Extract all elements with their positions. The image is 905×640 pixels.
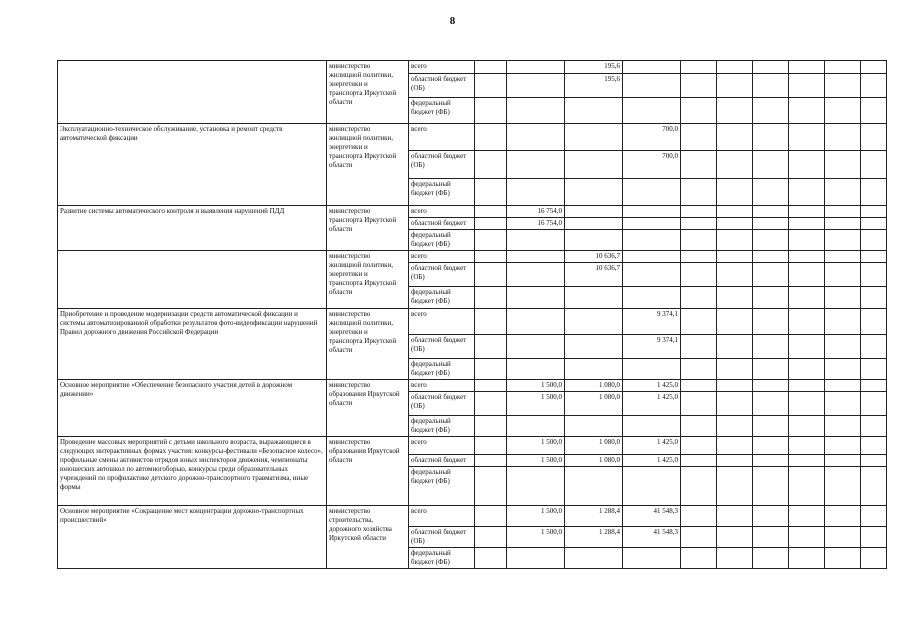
value-cell — [565, 416, 623, 437]
value-cell — [789, 455, 825, 467]
value-cell — [565, 548, 623, 569]
source-cell: областной бюджет (ОБ) — [409, 74, 475, 98]
value-cell: 700,0 — [623, 151, 681, 179]
value-cell — [789, 61, 825, 74]
value-cell — [475, 506, 507, 527]
value-cell — [861, 548, 887, 569]
value-cell — [623, 467, 681, 506]
value-cell — [507, 359, 565, 380]
value-cell — [507, 179, 565, 206]
value-cell — [681, 206, 717, 218]
value-cell: 195,6 — [565, 74, 623, 98]
value-cell: 9 374,1 — [623, 309, 681, 335]
value-cell — [475, 467, 507, 506]
value-cell — [623, 287, 681, 309]
value-cell: 1 080,0 — [565, 437, 623, 455]
value-cell — [825, 392, 861, 416]
event-cell: Развитие системы автоматического контроля и выявления нарушений ПДД — [58, 206, 327, 251]
event-cell — [58, 61, 327, 124]
event-cell — [58, 251, 327, 309]
value-cell — [623, 61, 681, 74]
value-cell — [565, 151, 623, 179]
value-cell — [717, 263, 753, 287]
value-cell — [861, 263, 887, 287]
source-cell: федеральный бюджет (ФБ) — [409, 98, 475, 124]
value-cell — [825, 206, 861, 218]
value-cell — [789, 263, 825, 287]
event-cell: Эксплуатационно-техническое обслуживание, установка и ремонт средств автоматической фиксации — [58, 124, 327, 206]
value-cell — [789, 74, 825, 98]
value-cell — [717, 98, 753, 124]
value-cell — [753, 380, 789, 392]
value-cell — [825, 455, 861, 467]
executor-cell: министерство жилищной политики, энергетики и транспорта Иркутской области — [327, 251, 409, 309]
value-cell — [475, 455, 507, 467]
value-cell — [475, 359, 507, 380]
value-cell — [623, 179, 681, 206]
value-cell — [717, 455, 753, 467]
value-cell — [681, 98, 717, 124]
value-cell — [475, 74, 507, 98]
value-cell — [825, 359, 861, 380]
value-cell — [717, 287, 753, 309]
source-cell: федеральный бюджет (ФБ) — [409, 287, 475, 309]
value-cell — [681, 179, 717, 206]
value-cell — [753, 437, 789, 455]
value-cell — [475, 309, 507, 335]
value-cell — [861, 467, 887, 506]
value-cell — [825, 98, 861, 124]
value-cell — [717, 151, 753, 179]
source-cell: областной бюджет (ОБ) — [409, 392, 475, 416]
value-cell — [789, 506, 825, 527]
executor-cell: министерство жилищной политики, энергетики и транспорта Иркутской области — [327, 309, 409, 380]
value-cell — [507, 263, 565, 287]
table-row — [58, 380, 887, 392]
value-cell — [861, 74, 887, 98]
executor-cell: министерство образования Иркутской области — [327, 437, 409, 506]
value-cell: 1 080,0 — [565, 392, 623, 416]
value-cell — [789, 548, 825, 569]
value-cell — [753, 74, 789, 98]
value-cell — [861, 179, 887, 206]
value-cell — [475, 548, 507, 569]
value-cell — [475, 230, 507, 251]
value-cell — [717, 467, 753, 506]
event-cell: Проведение массовых мероприятий с детьми школьного возраста, выражающиеся в следующих интерактивных формах участия: конкурсы-фестивали «Безопасное колесо», профильные смены активистов отрядов юных инспекторов движения, чемпионаты юношеских автошкол по автомногоборью, конкурсы среди образовательных учреждений по профилактике детского дорожно-транспортного травматизма, иные формы — [58, 437, 327, 506]
value-cell — [681, 548, 717, 569]
value-cell — [789, 527, 825, 548]
source-cell: областной бюджет — [409, 218, 475, 230]
value-cell — [475, 392, 507, 416]
source-cell: всего — [409, 309, 475, 335]
value-cell — [789, 206, 825, 218]
table-row — [58, 61, 887, 74]
value-cell — [825, 467, 861, 506]
value-cell — [825, 437, 861, 455]
value-cell — [861, 251, 887, 263]
value-cell — [507, 309, 565, 335]
source-cell: всего — [409, 506, 475, 527]
value-cell — [623, 218, 681, 230]
source-cell: федеральный бюджет (ФБ) — [409, 416, 475, 437]
value-cell — [861, 124, 887, 151]
value-cell — [861, 151, 887, 179]
value-cell — [789, 151, 825, 179]
value-cell: 195,6 — [565, 61, 623, 74]
value-cell — [565, 309, 623, 335]
value-cell — [623, 74, 681, 98]
value-cell — [825, 506, 861, 527]
value-cell — [861, 309, 887, 335]
value-cell — [475, 151, 507, 179]
value-cell — [789, 335, 825, 359]
value-cell — [789, 437, 825, 455]
value-cell — [565, 287, 623, 309]
value-cell: 1 425,0 — [623, 437, 681, 455]
value-cell — [507, 335, 565, 359]
value-cell — [475, 218, 507, 230]
value-cell — [753, 287, 789, 309]
value-cell — [507, 416, 565, 437]
value-cell: 10 636,7 — [565, 263, 623, 287]
value-cell — [475, 335, 507, 359]
value-cell — [681, 151, 717, 179]
value-cell — [789, 467, 825, 506]
value-cell — [623, 548, 681, 569]
value-cell — [475, 98, 507, 124]
value-cell — [753, 455, 789, 467]
value-cell — [623, 416, 681, 437]
value-cell — [717, 380, 753, 392]
value-cell — [753, 467, 789, 506]
value-cell — [565, 467, 623, 506]
source-cell: областной бюджет (ОБ) — [409, 527, 475, 548]
value-cell — [623, 98, 681, 124]
value-cell — [717, 548, 753, 569]
value-cell: 1 500,0 — [507, 527, 565, 548]
value-cell — [789, 218, 825, 230]
value-cell: 1 500,0 — [507, 392, 565, 416]
value-cell — [789, 230, 825, 251]
value-cell — [717, 437, 753, 455]
value-cell — [507, 251, 565, 263]
source-cell: областной бюджет (ОБ) — [409, 335, 475, 359]
value-cell — [717, 392, 753, 416]
table-row — [58, 506, 887, 527]
value-cell — [681, 335, 717, 359]
value-cell — [717, 335, 753, 359]
value-cell: 1 425,0 — [623, 392, 681, 416]
value-cell — [753, 251, 789, 263]
value-cell: 1 080,0 — [565, 380, 623, 392]
value-cell — [681, 230, 717, 251]
value-cell — [861, 437, 887, 455]
value-cell — [753, 335, 789, 359]
value-cell — [861, 206, 887, 218]
value-cell: 1 425,0 — [623, 455, 681, 467]
value-cell — [861, 287, 887, 309]
value-cell — [753, 527, 789, 548]
value-cell: 1 500,0 — [507, 455, 565, 467]
value-cell — [565, 124, 623, 151]
value-cell — [565, 218, 623, 230]
value-cell — [825, 251, 861, 263]
source-cell: всего — [409, 380, 475, 392]
value-cell — [681, 287, 717, 309]
value-cell — [623, 263, 681, 287]
value-cell — [789, 392, 825, 416]
value-cell: 41 548,3 — [623, 527, 681, 548]
value-cell — [789, 287, 825, 309]
value-cell — [825, 416, 861, 437]
value-cell — [717, 61, 753, 74]
source-cell: всего — [409, 61, 475, 74]
value-cell — [753, 416, 789, 437]
value-cell — [753, 206, 789, 218]
value-cell — [789, 309, 825, 335]
source-cell: федеральный бюджет (ФБ) — [409, 179, 475, 206]
value-cell — [861, 527, 887, 548]
value-cell — [861, 359, 887, 380]
value-cell — [753, 98, 789, 124]
value-cell — [565, 230, 623, 251]
source-cell: областной бюджет (ОБ) — [409, 263, 475, 287]
value-cell: 1 288,4 — [565, 506, 623, 527]
value-cell — [475, 179, 507, 206]
value-cell: 700,0 — [623, 124, 681, 151]
value-cell — [753, 218, 789, 230]
value-cell — [753, 309, 789, 335]
value-cell — [507, 98, 565, 124]
value-cell — [789, 380, 825, 392]
value-cell — [681, 359, 717, 380]
value-cell — [753, 506, 789, 527]
source-cell: федеральный бюджет (ФБ) — [409, 467, 475, 506]
source-cell: всего — [409, 124, 475, 151]
value-cell — [825, 335, 861, 359]
value-cell — [861, 230, 887, 251]
table-row — [58, 124, 887, 151]
value-cell — [789, 359, 825, 380]
value-cell — [717, 416, 753, 437]
value-cell — [825, 380, 861, 392]
value-cell — [717, 359, 753, 380]
value-cell — [753, 263, 789, 287]
value-cell — [475, 263, 507, 287]
value-cell: 16 754,0 — [507, 206, 565, 218]
table-row — [58, 251, 887, 263]
value-cell — [507, 287, 565, 309]
value-cell — [861, 218, 887, 230]
value-cell — [623, 230, 681, 251]
value-cell — [681, 506, 717, 527]
source-cell: федеральный бюджет (ФБ) — [409, 359, 475, 380]
value-cell — [753, 61, 789, 74]
value-cell — [825, 124, 861, 151]
source-cell: областной бюджет — [409, 455, 475, 467]
value-cell — [789, 179, 825, 206]
event-cell: Основное мероприятие «Обеспечение безопасного участия детей в дорожном движении» — [58, 380, 327, 437]
value-cell — [753, 230, 789, 251]
value-cell — [861, 98, 887, 124]
value-cell — [753, 179, 789, 206]
value-cell — [825, 263, 861, 287]
value-cell — [681, 455, 717, 467]
value-cell — [681, 380, 717, 392]
source-cell: всего — [409, 251, 475, 263]
source-cell: федеральный бюджет (ФБ) — [409, 230, 475, 251]
value-cell — [825, 548, 861, 569]
value-cell — [681, 251, 717, 263]
value-cell — [825, 151, 861, 179]
value-cell — [475, 287, 507, 309]
value-cell — [565, 359, 623, 380]
budget-table — [57, 60, 887, 569]
value-cell — [861, 61, 887, 74]
value-cell — [681, 392, 717, 416]
value-cell — [753, 392, 789, 416]
value-cell — [681, 124, 717, 151]
value-cell — [565, 206, 623, 218]
value-cell — [565, 98, 623, 124]
value-cell: 41 548,3 — [623, 506, 681, 527]
value-cell — [861, 455, 887, 467]
value-cell — [681, 527, 717, 548]
value-cell — [825, 527, 861, 548]
table-row — [58, 309, 887, 335]
source-cell: областной бюджет (ОБ) — [409, 151, 475, 179]
value-cell — [825, 179, 861, 206]
value-cell — [717, 506, 753, 527]
value-cell — [825, 218, 861, 230]
value-cell — [475, 416, 507, 437]
value-cell: 1 425,0 — [623, 380, 681, 392]
value-cell — [789, 416, 825, 437]
value-cell — [681, 467, 717, 506]
value-cell — [507, 151, 565, 179]
value-cell — [507, 467, 565, 506]
value-cell — [507, 548, 565, 569]
value-cell — [861, 506, 887, 527]
value-cell — [861, 392, 887, 416]
value-cell — [623, 251, 681, 263]
value-cell — [789, 98, 825, 124]
value-cell — [623, 206, 681, 218]
value-cell — [825, 309, 861, 335]
value-cell — [861, 380, 887, 392]
executor-cell: министерство строительства, дорожного хозяйства Иркутской области — [327, 506, 409, 569]
value-cell — [681, 416, 717, 437]
value-cell — [825, 74, 861, 98]
value-cell — [825, 287, 861, 309]
value-cell — [753, 548, 789, 569]
value-cell — [753, 359, 789, 380]
value-cell — [753, 151, 789, 179]
executor-cell: министерство образования Иркутской области — [327, 380, 409, 437]
value-cell: 1 500,0 — [507, 380, 565, 392]
page-number: 8 — [449, 15, 456, 27]
value-cell: 9 374,1 — [623, 335, 681, 359]
value-cell — [789, 124, 825, 151]
value-cell — [681, 263, 717, 287]
value-cell — [717, 179, 753, 206]
value-cell: 1 080,0 — [565, 455, 623, 467]
value-cell — [825, 61, 861, 74]
value-cell — [717, 124, 753, 151]
value-cell — [565, 335, 623, 359]
value-cell — [681, 309, 717, 335]
value-cell — [825, 230, 861, 251]
value-cell — [475, 206, 507, 218]
value-cell — [507, 230, 565, 251]
value-cell — [475, 527, 507, 548]
value-cell — [717, 230, 753, 251]
value-cell — [861, 416, 887, 437]
source-cell: федеральный бюджет (ФБ) — [409, 548, 475, 569]
value-cell — [475, 124, 507, 151]
value-cell: 1 500,0 — [507, 506, 565, 527]
value-cell — [681, 61, 717, 74]
value-cell — [475, 251, 507, 263]
source-cell: всего — [409, 437, 475, 455]
executor-cell: министерство жилищной политики, энергетики и транспорта Иркутской области — [327, 124, 409, 206]
table-row — [58, 437, 887, 455]
value-cell — [475, 380, 507, 392]
value-cell — [681, 74, 717, 98]
value-cell: 1 288,4 — [565, 527, 623, 548]
value-cell — [717, 309, 753, 335]
value-cell — [717, 251, 753, 263]
value-cell — [507, 124, 565, 151]
value-cell — [861, 335, 887, 359]
table-row — [58, 206, 887, 218]
value-cell — [507, 74, 565, 98]
executor-cell: министерство жилищной политики, энергетики и транспорта Иркутской области — [327, 61, 409, 124]
value-cell — [717, 527, 753, 548]
value-cell: 16 754,0 — [507, 218, 565, 230]
value-cell — [681, 218, 717, 230]
value-cell — [623, 359, 681, 380]
value-cell — [717, 206, 753, 218]
value-cell — [753, 124, 789, 151]
source-cell: всего — [409, 206, 475, 218]
value-cell — [681, 437, 717, 455]
value-cell — [789, 251, 825, 263]
value-cell — [475, 61, 507, 74]
value-cell — [717, 218, 753, 230]
executor-cell: министерство транспорта Иркутской области — [327, 206, 409, 251]
value-cell — [717, 74, 753, 98]
value-cell: 1 500,0 — [507, 437, 565, 455]
value-cell — [475, 437, 507, 455]
value-cell — [565, 179, 623, 206]
value-cell — [507, 61, 565, 74]
event-cell: Основное мероприятие «Сокращение мест концентрации дорожно-транспортных происшествий» — [58, 506, 327, 569]
event-cell: Приобретение и проведение модернизации средств автоматической фиксации и системы автоматизированной обработки результатов фото-видеофиксации нарушений Правил дорожного движения Российской Федерации — [58, 309, 327, 380]
value-cell: 10 636,7 — [565, 251, 623, 263]
